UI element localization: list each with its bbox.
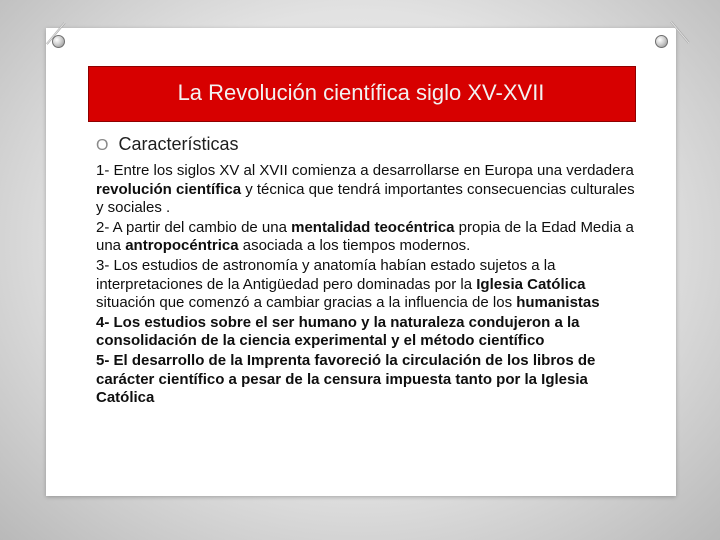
slide-title: La Revolución científica siglo XV-XVII bbox=[177, 80, 545, 105]
paragraph-segment: revolución científica bbox=[96, 180, 242, 198]
paragraph-4 bbox=[96, 314, 636, 351]
paragraph-segment: 2- A partir del cambio de una bbox=[96, 218, 292, 236]
paragraph-segment: humanistas bbox=[516, 294, 600, 312]
paragraph-segment: 3- Los estudios de astronomía y anatomía habían estado sujetos a la interpretaciones de la Antigüedad pero dominadas por la bbox=[96, 256, 556, 293]
paragraph-1 bbox=[96, 162, 636, 218]
bullet-heading-text: Características bbox=[118, 134, 239, 154]
paragraph-segment: mentalidad teocéntrica bbox=[291, 218, 455, 236]
paragraph-2 bbox=[96, 219, 636, 256]
paragraph-3 bbox=[96, 257, 636, 313]
binder-ring-right-icon bbox=[655, 35, 668, 48]
paragraph-segment: 4- Los estudios sobre el ser humano y la naturaleza condujeron a la consolidación de la ciencia experimental y el método científico bbox=[96, 313, 580, 350]
body-text bbox=[96, 162, 636, 409]
bullet-heading bbox=[96, 134, 239, 155]
paragraph-segment: y técnica que tendrá importantes consecuencias culturales y sociales . bbox=[96, 180, 635, 217]
bullet-circle-icon: O bbox=[96, 137, 109, 154]
paragraph-segment: asociada a los tiempos modernos. bbox=[238, 237, 471, 255]
paragraph-segment: 1- Entre los siglos XV al XVII comienza a desarrollarse en Europa una verdadera bbox=[96, 162, 634, 179]
paragraph-segment: antropocéntrica bbox=[125, 237, 239, 255]
paragraph-segment: situación que comenzó a cambiar gracias a la influencia de los bbox=[96, 294, 517, 312]
paragraph-5 bbox=[96, 352, 636, 408]
paragraph-segment: Iglesia Católica bbox=[476, 275, 586, 293]
paragraph-segment: 5- El desarrollo de la Imprenta favoreció la circulación de los libros de carácter científico a pesar de la censura impuesta tanto por la Iglesia Católica bbox=[96, 351, 596, 407]
paragraph-segment: propia de la Edad Media a una bbox=[96, 218, 634, 255]
binder-ring-left-icon bbox=[52, 35, 65, 48]
